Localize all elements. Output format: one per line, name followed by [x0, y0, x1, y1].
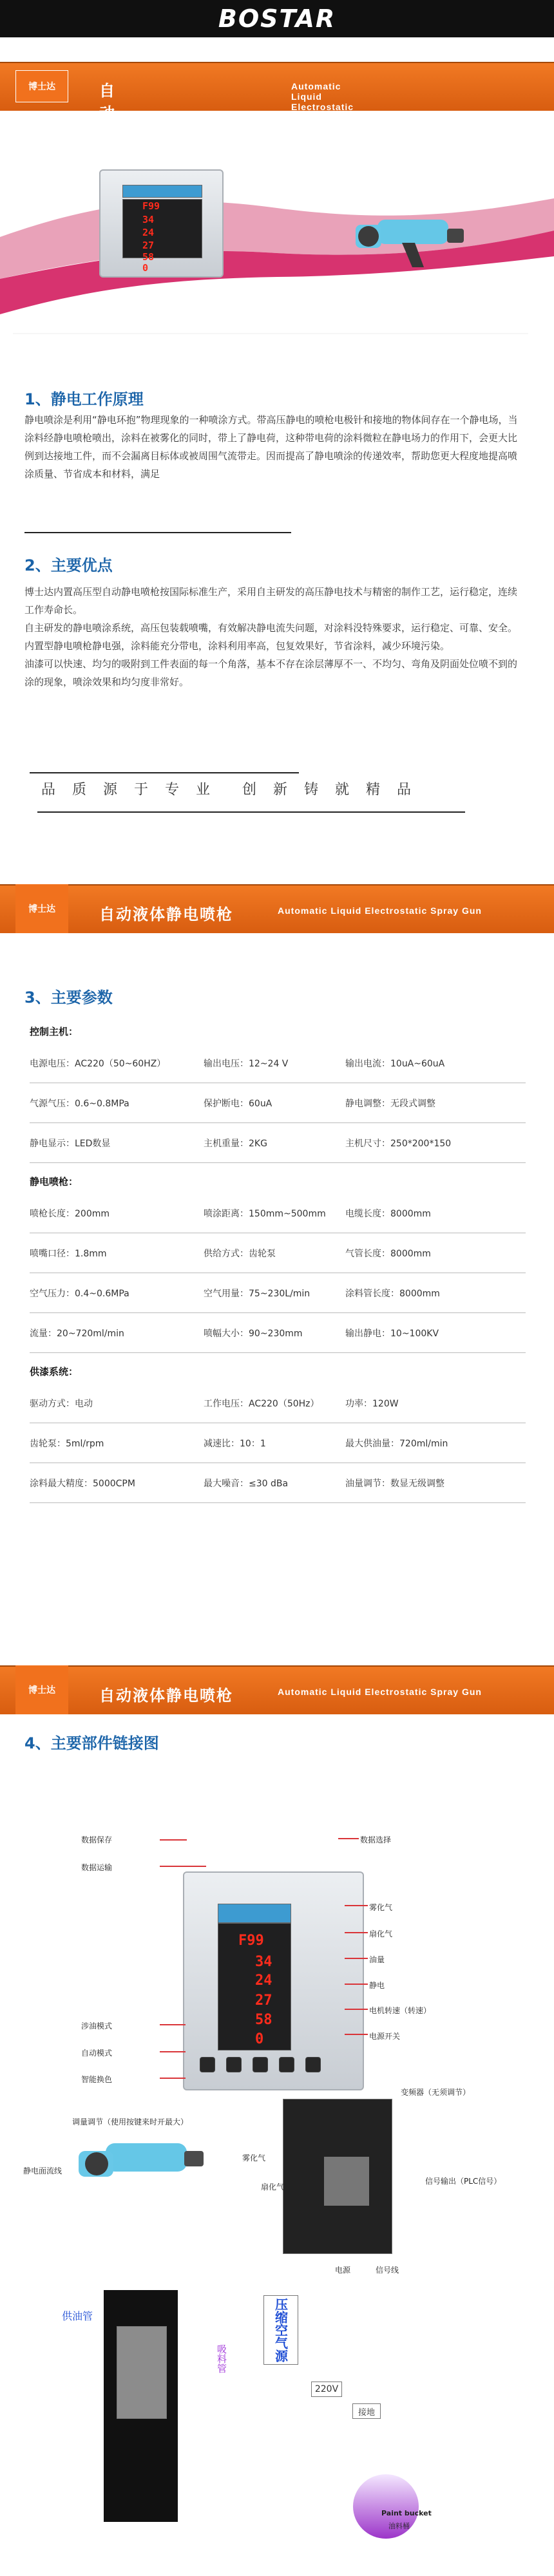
params-table	[30, 1013, 526, 1503]
top-brand-bar	[0, 0, 554, 37]
mode-button-5[interactable]	[305, 2057, 321, 2072]
advantage-title: 2、主要优点	[24, 556, 113, 574]
label-static: 静电	[369, 1981, 385, 1990]
diagram-spray-gun	[67, 2129, 225, 2199]
label-power-line: 电源	[335, 2266, 351, 2275]
advantage-item-2: 自主研发的静电喷涂系统，高压包装载喷嘴，有效解决静电流失问题，对涂料没特殊要求，运行稳定、可靠、安全。	[24, 622, 518, 634]
display-value-4: 27	[142, 240, 155, 251]
diagram-inverter	[324, 2157, 369, 2206]
display-value-6: 0	[142, 262, 149, 274]
label-oil: 油量	[369, 1955, 385, 1964]
label-auto-mode: 自动模式	[81, 2049, 113, 2058]
brand-tag: 博士达	[15, 70, 68, 102]
advantage-list	[24, 583, 521, 691]
product-title-en-3: Automatic Liquid Electrostatic Spray Gun	[278, 1687, 482, 1697]
title-banner-3	[0, 1665, 554, 1714]
supply-row-3: 涂料最大精度：5000CPM 最大噪音：≤30 dBa 油量调节：数显无级调整	[30, 1463, 526, 1503]
callout-line-3	[160, 2024, 186, 2025]
title-banner-2	[0, 884, 554, 933]
callout-line-6	[338, 1838, 359, 1839]
brand-tag-3: 博士达	[15, 1665, 68, 1714]
diagram-value-3: 24	[255, 1973, 272, 1989]
label-signal-output: 信号输出（PLC信号）	[425, 2177, 502, 2186]
spray-gun-image	[327, 202, 488, 272]
label-inverter: 变频器（无须调节）	[401, 2088, 471, 2097]
callout-line-4	[160, 2051, 186, 2052]
gun-row-1: 喷枪长度：200mm 喷涂距离：150mm~500mm 电缆长度：8000mm	[30, 1193, 526, 1233]
gun-row-4: 流量：20~720ml/min 喷幅大小：90~230mm 输出静电：10~100KV	[30, 1313, 526, 1353]
controller-row-2: 气源气压：0.6~0.8MPa 保护断电：60uA 静电调整：无段式调整	[30, 1083, 526, 1123]
gun-row-3: 空气压力：0.4~0.6MPa 空气用量：75~230L/min 涂料管长度：8000mm	[30, 1273, 526, 1313]
callout-line-1	[160, 1839, 187, 1841]
label-data-select: 数据选择	[360, 1835, 392, 1844]
label-motor-speed: 电机转速（转速）	[369, 2006, 432, 2015]
mode-button-3[interactable]	[253, 2057, 268, 2072]
divider-1	[24, 532, 291, 533]
product-title-cn: 自动液体	[99, 82, 116, 167]
label-paint-bucket: Paint bucket	[381, 2509, 432, 2517]
label-power: 电源开关	[369, 2032, 401, 2041]
product-title-en-2: Automatic Liquid Electrostatic Spray Gun	[278, 905, 482, 916]
mode-button-2[interactable]	[226, 2057, 242, 2072]
principle-text: 静电喷涂是利用“静电环抱”物理现象的一种喷涂方式。带高压静电的喷枪电极针和接地的物体间存在一个静电场，当涂料经静电喷枪喷出，涂料在被雾化的同时，带上了静电荷，这种带电荷的涂料微粒在静电场力的作用下，会更大比例到达接地工件，而不会漏离目标体或被周围气流带走。因而提高了静电喷涂的传递效率，帮助您更大程度地提高喷涂质量、节省成本和材料，满足	[24, 414, 518, 480]
display-value-3: 24	[142, 227, 155, 238]
label-signal-line: 信号线	[376, 2266, 399, 2275]
diagram-value-6: 0	[255, 2031, 264, 2047]
principle-title: 1、静电工作原理	[24, 390, 144, 408]
callout-line-11	[345, 2009, 368, 2010]
controller-row-3: 静电显示：LED数显 主机重量：2KG 主机尺寸：250*200*150	[30, 1123, 526, 1163]
controller-device	[99, 169, 224, 278]
supply-title: 供漆系统：	[30, 1366, 79, 1378]
product-title-cn-2: 自动液体静电喷枪	[99, 905, 233, 923]
diagram-value-4: 27	[255, 1993, 272, 2009]
voltage-source: 220V	[311, 2382, 342, 2397]
ground-box: 接地	[352, 2403, 381, 2419]
label-save: 数据保存	[81, 1835, 113, 1844]
supply-row-2: 齿轮泵：5ml/rpm 减速比：10：1 最大供油量：720ml/min	[30, 1423, 526, 1463]
advantage-item-1: 博士达内置高压型自动静电喷枪按国际标准生产，采用自主研发的高压静电技术与精密的制作工艺，运行稳定，连续工作寿命长。	[24, 586, 518, 616]
mode-button-1[interactable]	[200, 2057, 215, 2072]
product-title-cn-3: 自动液体静电喷枪	[99, 1687, 233, 1705]
label-fan-air: 扇化气	[261, 2183, 285, 2192]
mode-button-4[interactable]	[279, 2057, 294, 2072]
divider-3	[37, 811, 465, 813]
controller-row-1: 电源电压：AC220（50~60HZ） 输出电压：12~24 V 输出电流：10uA~60uA	[30, 1043, 526, 1083]
label-atomize: 雾化气	[369, 1903, 393, 1912]
label-oil-bucket: 油料桶	[388, 2522, 410, 2530]
divider-2	[30, 772, 299, 773]
label-suction-pipe: 吸料管	[216, 2344, 227, 2373]
params-title: 3、主要参数	[24, 989, 113, 1007]
display-value-5: 58	[142, 251, 155, 263]
slogan: 品 质 源 于 专 业 创 新 铸 就 精 品	[41, 782, 413, 798]
supply-row-1: 驱动方式：电动 工作电压：AC220（50Hz） 功率：120W	[30, 1383, 526, 1423]
display-value-2: 34	[142, 214, 155, 225]
callout-line-7	[345, 1905, 368, 1906]
diagram-value-2: 34	[255, 1954, 272, 1970]
diagram-controller	[183, 1871, 364, 2090]
label-oil-mode: 涉油模式	[81, 2022, 113, 2031]
display-value-1: F99	[142, 200, 160, 212]
label-transport: 数据运输	[81, 1863, 113, 1872]
advantage-item-3: 内置型静电喷枪静电强，涂料能充分带电，涂料利用率高，包复效果好，节省涂料，减少环境污染。	[24, 640, 450, 652]
label-smart-color: 智能换色	[81, 2075, 113, 2084]
compressed-air-source: 压缩空气源	[263, 2295, 298, 2365]
callout-line-8	[345, 1932, 368, 1933]
controller-title: 控制主机：	[30, 1026, 79, 1037]
callout-line-9	[345, 1958, 368, 1959]
parts-title: 4、主要部件链接图	[24, 1734, 159, 1752]
gun-title: 静电喷枪：	[30, 1176, 79, 1188]
callout-line-2	[160, 1866, 206, 1867]
advantage-item-4: 油漆可以快速、均匀的吸附到工件表面的每一个角落，基本不存在涂层薄厚不一、不均匀、弯角及阴面处位喷不到的涂的现象，喷涂效果和均匀度非常好。	[24, 658, 518, 688]
diagram-pump-motor	[117, 2326, 167, 2419]
diagram-value-1: F99	[238, 1933, 264, 1949]
product-title-en: Automatic Liquid Electrostatic Spray Gun	[291, 81, 354, 122]
label-atomize-air: 雾化气	[242, 2154, 266, 2163]
gun-row-2: 喷嘴口径：1.8mm 供给方式：齿轮泵 气管长度：8000mm	[30, 1233, 526, 1273]
brand-logo: BOSTAR	[218, 5, 336, 33]
callout-line-5	[160, 2078, 186, 2079]
diagram-value-5: 58	[255, 2012, 272, 2028]
callout-line-10	[345, 1984, 368, 1985]
label-fan: 扇化气	[369, 1929, 393, 1938]
label-feed-pipe: 供油管	[62, 2310, 93, 2322]
label-static-line: 静电面流线	[23, 2166, 62, 2175]
title-banner-1	[0, 62, 554, 167]
label-quantity-adjust: 调量调节（使用按键来时开最大）	[72, 2117, 189, 2126]
callout-line-12	[345, 2034, 368, 2035]
brand-tag-2: 博士达	[15, 884, 68, 933]
